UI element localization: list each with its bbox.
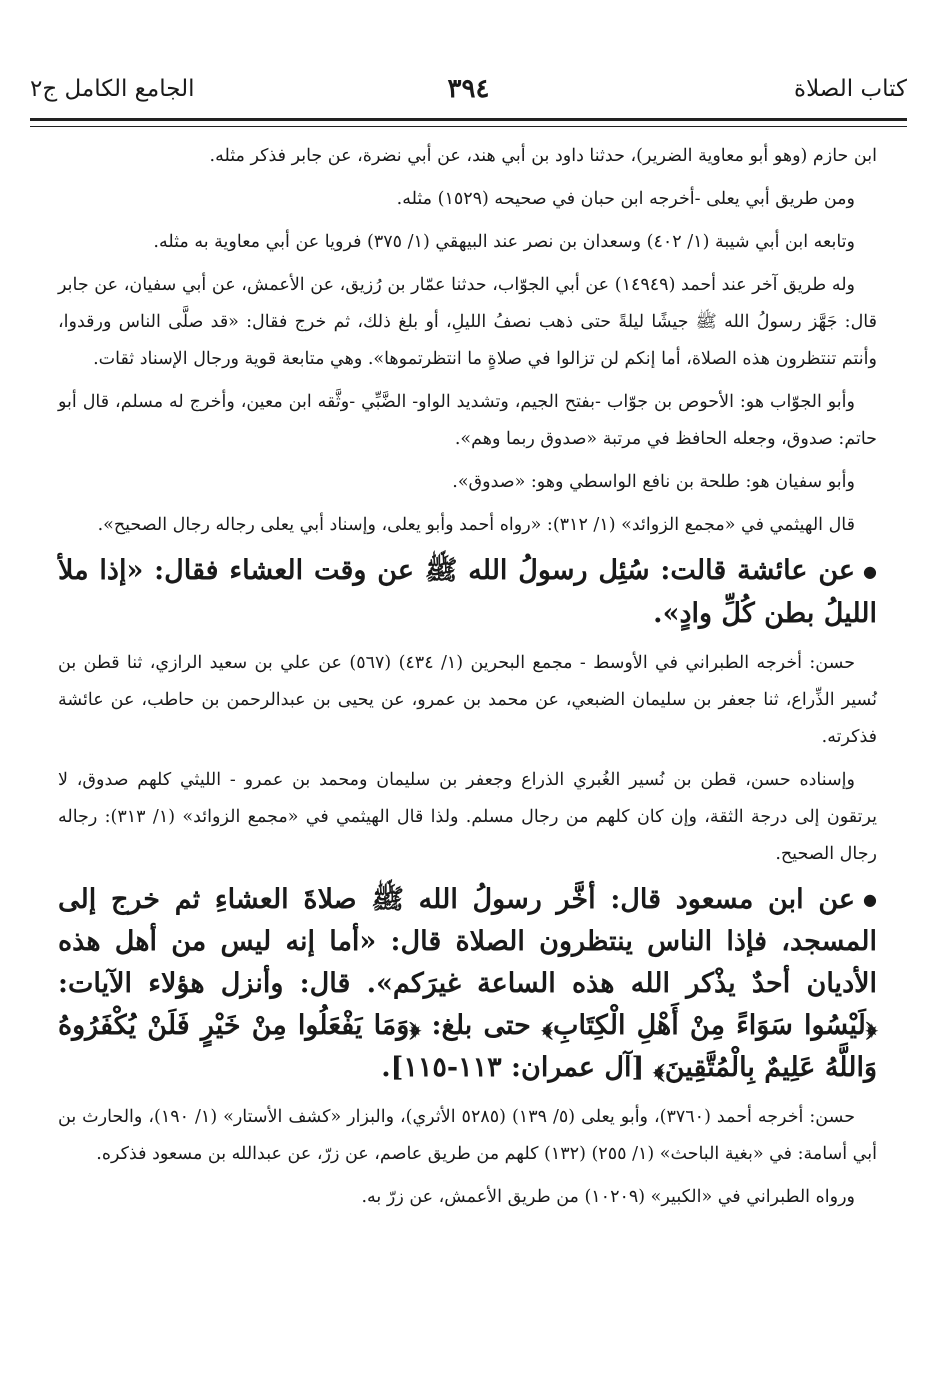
page-body <box>58 138 877 1222</box>
paragraph <box>58 181 877 218</box>
paragraph <box>58 267 877 378</box>
chapter-title: كتاب الصلاة <box>794 76 907 102</box>
page-number: ٣٩٤ <box>447 74 490 104</box>
paragraph-continuation <box>58 138 877 175</box>
header-thin-rule <box>30 126 907 127</box>
paragraph-text: ابن حازم (وهو أبو معاوية الضرير)، حدثنا داود بن أبي هند، عن أبي نضرة، عن جابر فذكر مثله. <box>209 146 877 166</box>
paragraph <box>58 645 877 756</box>
paragraph <box>58 384 877 458</box>
paragraph-text: ورواه الطبراني في «الكبير» (١٠٢٠٩) من طريق الأعمش، عن زرّ به. <box>361 1187 855 1207</box>
paragraph <box>58 1179 877 1216</box>
paragraph-text: وتابعه ابن أبي شيبة (١/ ٤٠٢) وسعدان بن نصر عند البيهقي (١/ ٣٧٥) فرويا عن أبي معاوية به مثله. <box>153 232 855 252</box>
hadith-body: عن عائشة قالت: سُئِل رسولُ الله ﷺ عن وقت العشاء فقال: «إذا ملأ الليلُ بطن كُلِّ وادٍ». <box>58 555 877 629</box>
paragraph-text: وأبو الجوّاب هو: الأحوص بن جوّاب -بفتح الجيم، وتشديد الواو- الضَّبِّي -وثَّقه ابن معين، وأخرج له مسلم، قال أبو حاتم: صدوق، وجعله الحافظ في مرتبة «صدوق ربما وهم». <box>58 392 877 449</box>
header-thick-rule <box>30 118 907 121</box>
paragraph-text: وأبو سفيان هو: طلحة بن نافع الواسطي وهو: «صدوق». <box>452 472 855 492</box>
paragraph-text: حسن: أخرجه الطبراني في الأوسط - مجمع البحرين (١/ ٤٣٤) (٥٦٧) عن علي بن سعيد الرازي، ثنا قطن بن نُسير الذِّراع، ثنا جعفر بن سليمان الضبعي، عن محمد بن عمرو، عن يحيى بن عبدالرحمن بن حاطب، عن عائشة فذكرته. <box>58 652 877 747</box>
paragraph-text: وله طريق آخر عند أحمد (١٤٩٤٩) عن أبي الجوّاب، حدثنا عمّار بن رُزيق، عن الأعمش، عن أبي سفيان، عن جابر قال: جَهَّز رسولُ الله ﷺ جيشًا ليلةً حتى ذهب نصفُ الليلِ، أو بلغ ذلك، ثم خرج فقال: «قد صلَّى الناس ورقدوا، وأنتم تنتظرون هذه الصلاة، أما إنكم لن تزالوا في صلاةٍ ما انتظرتموها». وهي متابعة قوية ورجال الإسناد ثقات. <box>58 275 877 369</box>
paragraph <box>58 507 877 544</box>
paragraph-text: ومن طريق أبي يعلى -أخرجه ابن حبان في صحيحه (١٥٢٩) مثله. <box>396 189 855 209</box>
paragraph <box>58 464 877 501</box>
bullet-icon: ● <box>863 890 877 909</box>
paragraph-text: وإسناده حسن، قطن بن نُسير الغُبري الذراع وجعفر بن سليمان ومحمد بن عمرو - الليثي كلهم صدوق، لا يرتقون إلى درجة الثقة، وإن كان كلهم من رجال مسلم. ولذا قال الهيثمي في «مجمع الزوائد» (١/ ٣١٣): رجاله رجال الصحيح. <box>58 769 877 864</box>
hadith-body: عن ابن مسعود قال: أخَّر رسولُ الله ﷺ صلاةَ العشاءِ ثم خرج إلى المسجد، فإذا الناس ينتظرون الصلاة قال: «أما إنه ليس من أهل هذه الأديان أحدٌ يذْكر الله هذه الساعة غيرَكم». قال: وأنزل هؤلاء الآيات: ﴿لَيْسُوا سَوَاءً مِنْ أَهْلِ الْكِتَابِ﴾ حتى بلغ: ﴿وَمَا يَفْعَلُوا مِنْ خَيْرٍ فَلَنْ يُكْفَرُوهُ وَاللَّهُ عَلِيمٌ بِالْمُتَّقِينَ﴾ [آل عمران: ١١٣-١١٥]. <box>58 883 877 1083</box>
paragraph <box>58 1099 877 1173</box>
book-title: الجامع الكامل ج٢ <box>30 76 195 102</box>
paragraph <box>58 224 877 261</box>
hadith-text <box>58 879 877 1090</box>
hadith-text <box>58 550 877 635</box>
page-header <box>30 70 907 114</box>
bullet-icon: ● <box>863 561 877 581</box>
paragraph-text: قال الهيثمي في «مجمع الزوائد» (١/ ٣١٢): «رواه أحمد وأبو يعلى، وإسناد أبي يعلى رجاله رجال الصحيح». <box>97 515 855 535</box>
paragraph <box>58 762 877 873</box>
paragraph-text: حسن: أخرجه أحمد (٣٧٦٠)، وأبو يعلى (٥/ ١٣٩) (٥٢٨٥ الأثري)، والبزار «كشف الأستار» (١/ ١٩٠)، والحارث بن أبي أسامة: في «بغية الباحث» (١/ ٢٥٥) (١٣٢) كلهم من طريق عاصم، عن زرّ، عن عبدالله بن مسعود فذكره. <box>58 1107 877 1164</box>
